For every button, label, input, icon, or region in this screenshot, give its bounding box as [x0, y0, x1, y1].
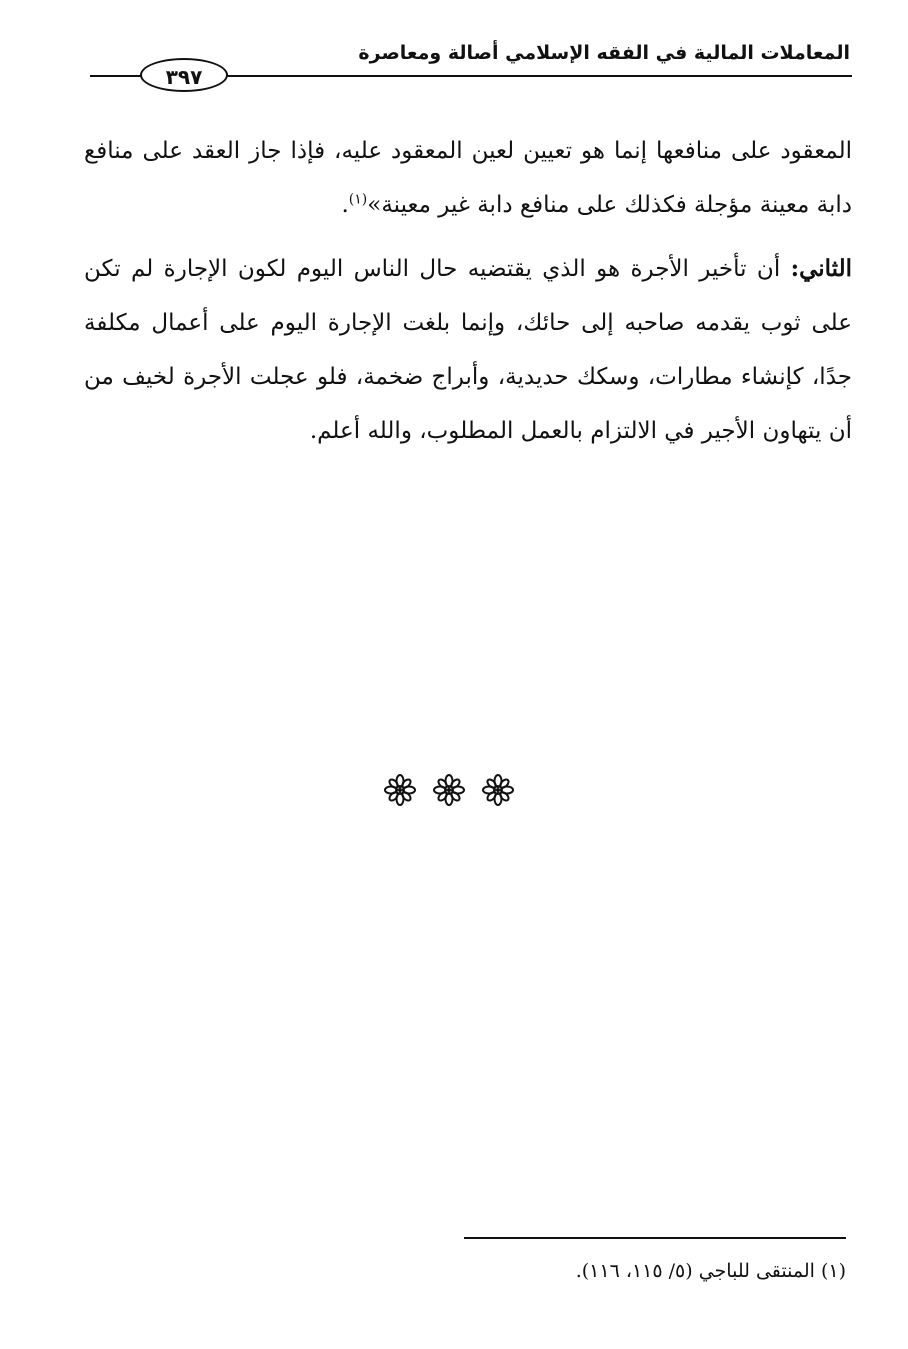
flower-ornament-icon: [384, 774, 416, 806]
flower-ornament-icon: [433, 774, 465, 806]
running-title: المعاملات المالية في الفقه الإسلامي أصالة ومعاصرة: [358, 42, 850, 64]
paragraph-2: [84, 242, 852, 458]
paragraph-2-text: أن تأخير الأجرة هو الذي يقتضيه حال الناس اليوم لكون الإجارة لم تكن على ثوب يقدمه صاحبه إلى حائك، وإنما بلغت الإجارة اليوم على أعمال مكلفة جدًا، كإنشاء مطارات، وسكك حديدية، وأبراج ضخمة، فلو عجلت الأجرة لخيف من أن يتهاون الأجير في الالتزام بالعمل المطلوب، والله أعلم.: [84, 256, 852, 444]
footnote-reference[interactable]: (١): [348, 191, 368, 208]
footnote-1: (١) المنتقى للباجي (٥/ ١١٥، ١١٦).: [575, 1260, 846, 1282]
body-text: [84, 124, 852, 468]
paragraph-1-text: المعقود على منافعها إنما هو تعيين لعين المعقود عليه، فإذا جاز العقد على منافع دابة معينة مؤجلة فكذلك على منافع دابة غير معينة»: [84, 138, 852, 218]
page-number-badge: ٣٩٧: [140, 58, 228, 92]
footnote-rule: [464, 1237, 846, 1239]
paragraph-2-lead: الثاني:: [790, 255, 852, 282]
paragraph-1-tail: .: [341, 192, 349, 218]
paragraph-1: [84, 124, 852, 232]
flower-ornament-icon: [482, 774, 514, 806]
section-ornaments: [384, 773, 514, 807]
